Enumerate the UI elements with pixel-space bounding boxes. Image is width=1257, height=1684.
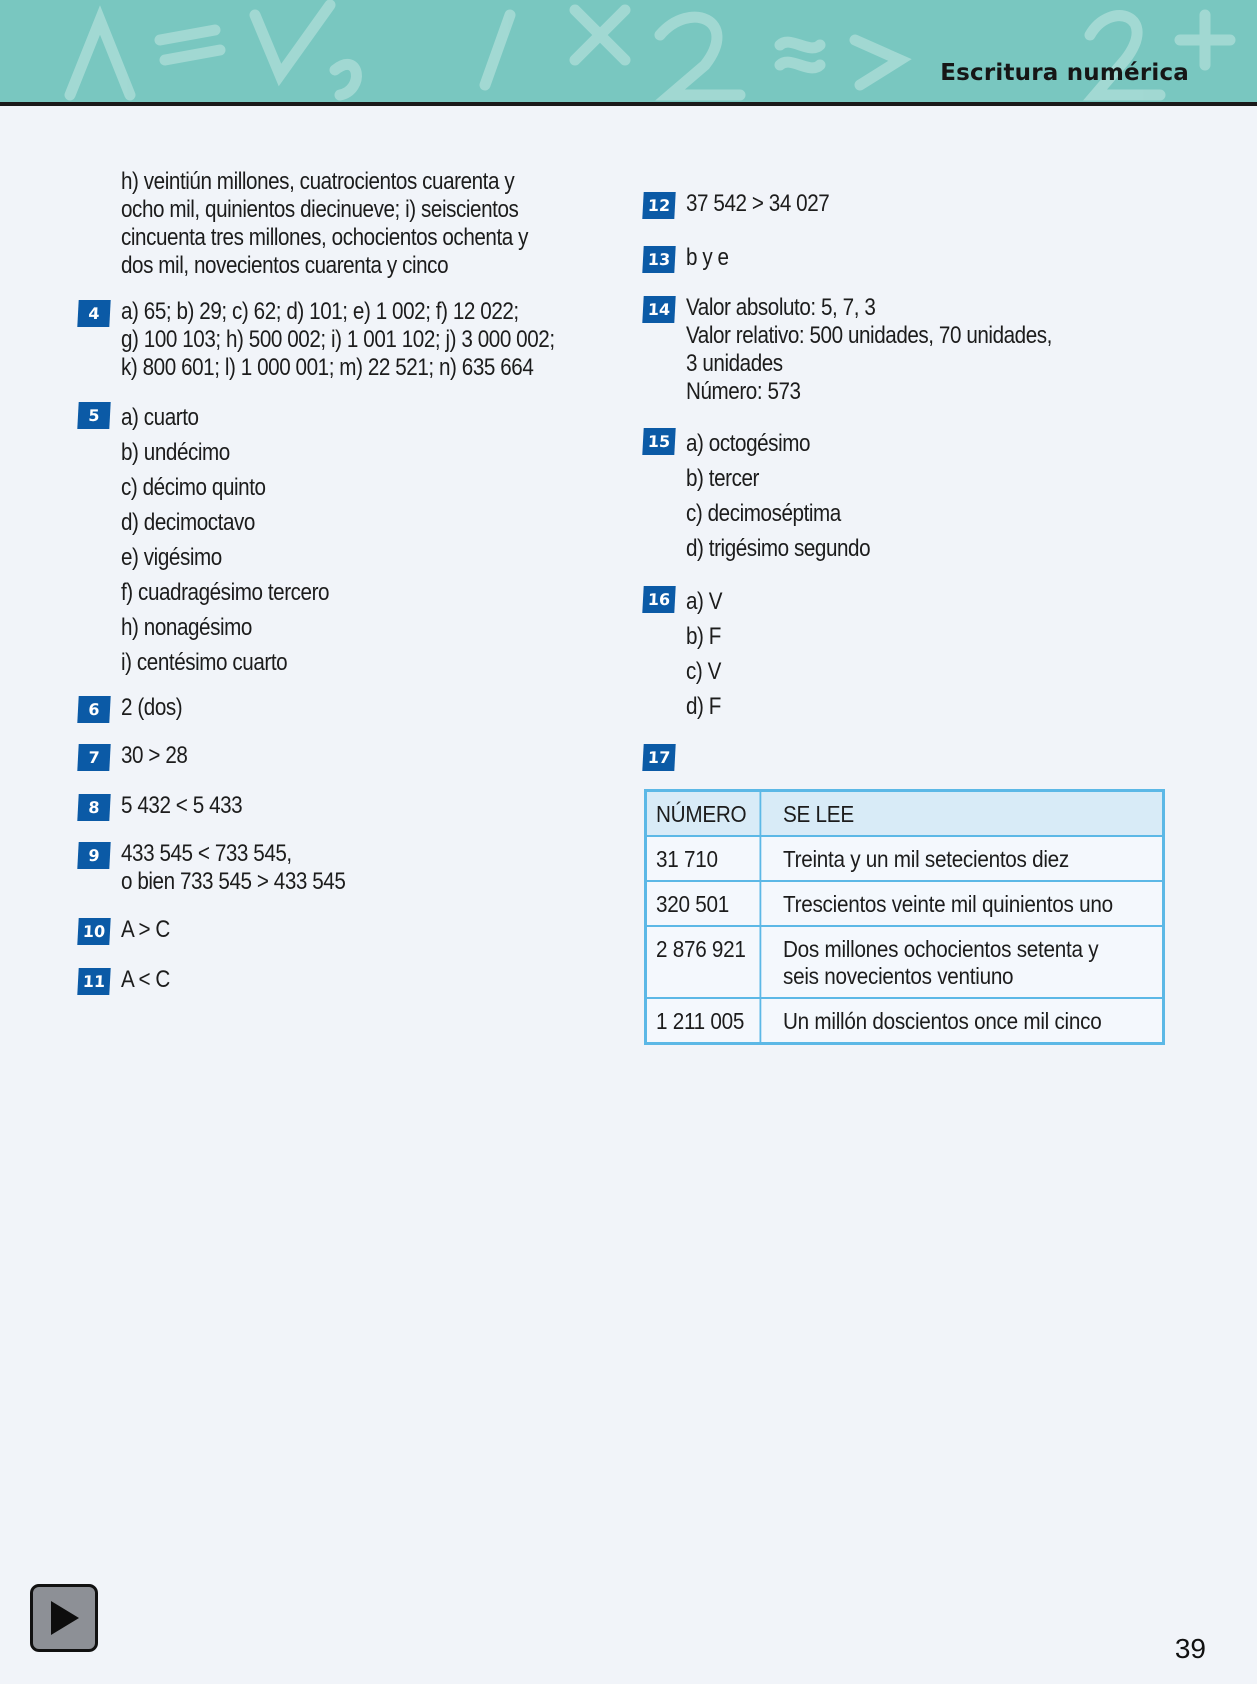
- number-cell: 2 876 921: [647, 927, 761, 997]
- answer-line: 3 unidades: [686, 350, 783, 377]
- math-symbols-decoration: [0, 0, 1257, 102]
- page-header: [0, 0, 1257, 106]
- number-cell: 320 501: [647, 882, 761, 925]
- number-cell: 1 211 005: [647, 999, 761, 1042]
- answer-line: g) 100 103; h) 500 002; i) 1 001 102; j) 3 000 002;: [121, 326, 555, 353]
- answer-block-11: [78, 966, 618, 996]
- answer-line: b y e: [686, 244, 729, 271]
- answer-block-12: [643, 190, 1183, 220]
- answer-line: b) F: [686, 623, 721, 650]
- exercise-number-badge: 4: [77, 300, 110, 327]
- answer-block-5: [78, 400, 618, 680]
- number-cell: 31 710: [647, 837, 761, 880]
- reading-cell: Dos millones ochocientos setenta y seis novecientos ventiuno: [783, 936, 1099, 989]
- answer-block-16: [643, 584, 1183, 724]
- answer-line: 433 545 < 733 545,: [121, 840, 292, 867]
- answer-line: 2 (dos): [121, 694, 183, 721]
- exercise-number-badge: 12: [642, 192, 675, 219]
- table-header-row: [647, 792, 1162, 835]
- answers-left-column: [78, 168, 618, 996]
- continuation-line: h) veintiún millones, cuatrocientos cuarenta y: [121, 168, 515, 195]
- answer-block-10: [78, 916, 618, 946]
- exercise-number-badge: 16: [642, 586, 675, 613]
- answer-block-7: [78, 742, 618, 772]
- answer-line: b) tercer: [686, 465, 759, 492]
- answer-line: a) 65; b) 29; c) 62; d) 101; e) 1 002; f) 12 022;: [121, 298, 519, 325]
- table-row: [647, 835, 1162, 880]
- answer-line: Valor relativo: 500 unidades, 70 unidades,: [686, 322, 1052, 349]
- answer-block-6: [78, 694, 618, 724]
- answer-line: d) decimoctavo: [121, 509, 255, 536]
- reading-cell: Un millón doscientos once mil cinco: [783, 1008, 1102, 1034]
- answer-line: A > C: [121, 916, 170, 943]
- answer-line: h) nonagésimo: [121, 614, 252, 641]
- answer-line: k) 800 601; l) 1 000 001; m) 22 521; n) 635 664: [121, 354, 534, 381]
- answer-line: d) trigésimo segundo: [686, 535, 871, 562]
- answer-line: o bien 733 545 > 433 545: [121, 868, 346, 895]
- exercise-number-badge: 6: [77, 696, 110, 723]
- table-row: [647, 997, 1162, 1042]
- answer-line: 37 542 > 34 027: [686, 190, 830, 217]
- answer-line: b) undécimo: [121, 439, 230, 466]
- number-reading-table: [644, 789, 1165, 1045]
- exercise-number-badge: 9: [77, 842, 110, 869]
- answer-block-14: [643, 294, 1183, 406]
- exercise-number-badge: 15: [642, 428, 675, 455]
- answer-line: Valor absoluto: 5, 7, 3: [686, 294, 876, 321]
- column-header: SE LEE: [783, 801, 854, 827]
- exercise-number-badge: 14: [642, 296, 675, 323]
- page-title: Escritura numérica: [940, 60, 1189, 86]
- answer-line: c) decimoséptima: [686, 500, 841, 527]
- answer-line: 30 > 28: [121, 742, 188, 769]
- exercise-number-badge: 5: [77, 402, 110, 429]
- table-row: [647, 880, 1162, 925]
- continuation-text: [78, 168, 618, 280]
- continuation-line: dos mil, novecientos cuarenta y cinco: [121, 252, 449, 279]
- answer-block-17: [643, 742, 1183, 772]
- answers-right-column: [643, 172, 1183, 772]
- exercise-number-badge: 13: [642, 246, 675, 273]
- continuation-line: ocho mil, quinientos diecinueve; i) seiscientos: [121, 196, 519, 223]
- page-number: 39: [1174, 1633, 1206, 1664]
- answer-block-4: [78, 298, 618, 382]
- exercise-number-badge: 11: [77, 968, 110, 995]
- column-header: NÚMERO: [647, 792, 761, 835]
- answer-line: c) V: [686, 658, 721, 685]
- answer-line: A < C: [121, 966, 170, 993]
- reading-cell: Treinta y un mil setecientos diez: [783, 846, 1070, 872]
- answer-line: a) V: [686, 588, 723, 615]
- answer-block-13: [643, 244, 1183, 274]
- exercise-number-badge: 7: [77, 744, 110, 771]
- answer-line: i) centésimo cuarto: [121, 649, 288, 676]
- answer-line: Número: 573: [686, 378, 801, 405]
- answer-line: a) octogésimo: [686, 430, 811, 457]
- table-row: [647, 925, 1162, 997]
- continuation-line: cincuenta tres millones, ochocientos ochenta y: [121, 224, 529, 251]
- answer-line: c) décimo quinto: [121, 474, 266, 501]
- answer-line: f) cuadragésimo tercero: [121, 579, 330, 606]
- answer-line: e) vigésimo: [121, 544, 222, 571]
- exercise-number-badge: 10: [77, 918, 110, 945]
- answer-line: 5 432 < 5 433: [121, 792, 243, 819]
- reading-cell: Trescientos veinte mil quinientos uno: [783, 891, 1113, 917]
- play-button[interactable]: [30, 1584, 98, 1652]
- answer-line: a) cuarto: [121, 404, 199, 431]
- exercise-number-badge: 17: [642, 744, 675, 771]
- play-icon: [43, 1597, 85, 1639]
- answer-block-8: [78, 792, 618, 822]
- answer-block-15: [643, 426, 1183, 566]
- exercise-number-badge: 8: [77, 794, 110, 821]
- answer-block-9: [78, 840, 618, 896]
- answer-line: d) F: [686, 693, 721, 720]
